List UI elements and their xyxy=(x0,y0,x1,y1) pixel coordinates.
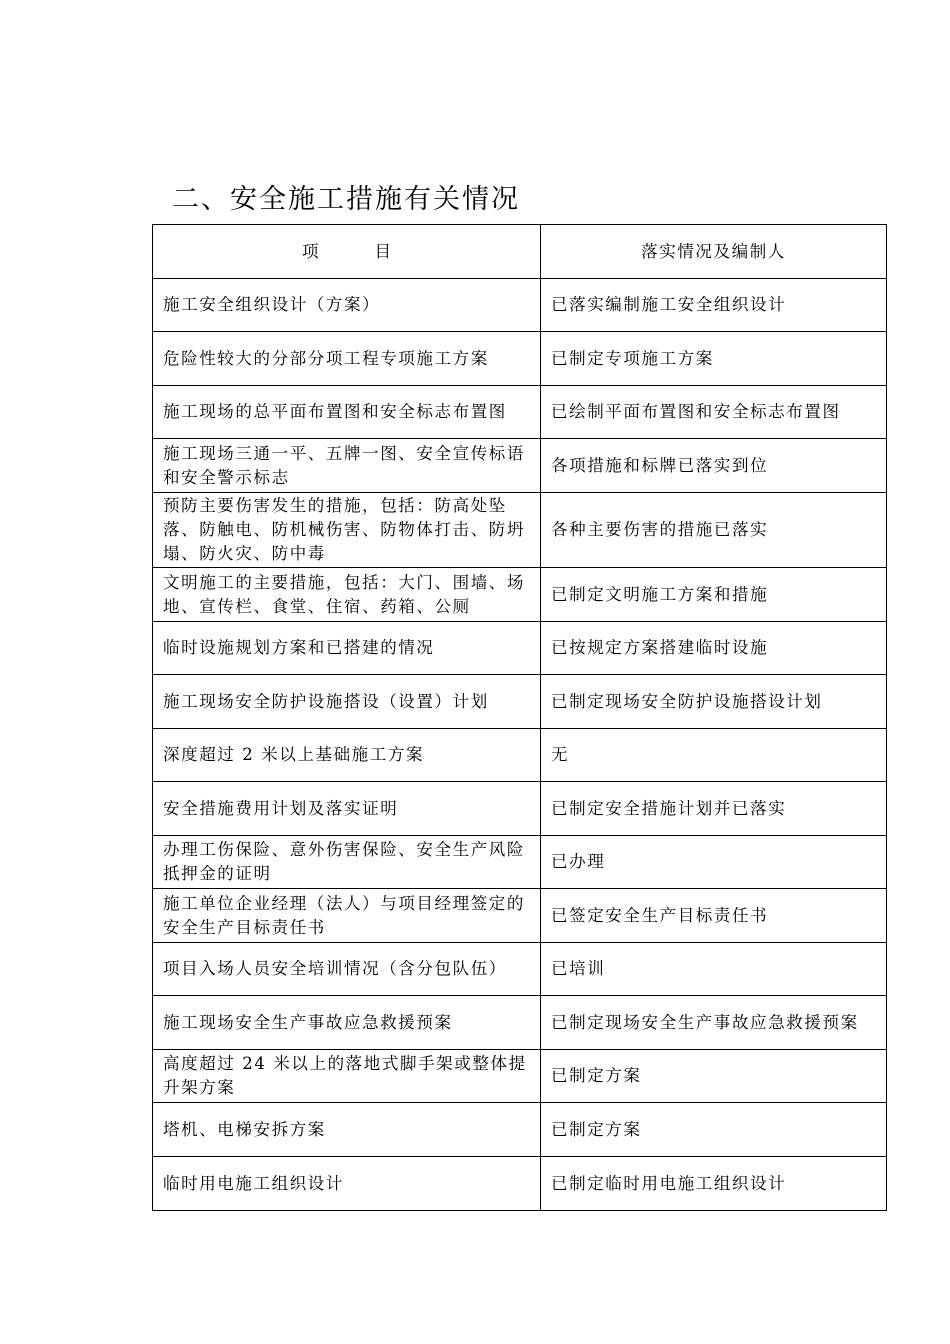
row-status: 已制定安全措施计划并已落实 xyxy=(541,782,887,836)
table-header-row xyxy=(153,225,887,279)
row-status: 已制定现场安全防护设施搭设计划 xyxy=(541,675,887,729)
row-status: 已按规定方案搭建临时设施 xyxy=(541,622,887,675)
row-status: 已签定安全生产目标责任书 xyxy=(541,889,887,943)
row-status: 各项措施和标牌已落实到位 xyxy=(541,439,887,493)
table-row xyxy=(153,782,887,836)
table-row xyxy=(153,889,887,943)
row-item: 文明施工的主要措施，包括：大门、围墙、场地、宣传栏、食堂、住宿、药箱、公厕 xyxy=(153,568,541,622)
row-item: 深度超过 2 米以上基础施工方案 xyxy=(153,729,541,782)
row-status: 已制定临时用电施工组织设计 xyxy=(541,1157,887,1211)
section-title: 二、安全施工措施有关情况 xyxy=(172,184,520,215)
table-row xyxy=(153,622,887,675)
row-item: 施工现场安全生产事故应急救援预案 xyxy=(153,996,541,1050)
table-row xyxy=(153,943,887,996)
table-row xyxy=(153,568,887,622)
row-item: 施工现场安全防护设施搭设（设置）计划 xyxy=(153,675,541,729)
row-item: 施工单位企业经理（法人）与项目经理签定的安全生产目标责任书 xyxy=(153,889,541,943)
row-item: 临时用电施工组织设计 xyxy=(153,1157,541,1211)
row-status: 各种主要伤害的措施已落实 xyxy=(541,493,887,568)
table-row xyxy=(153,729,887,782)
row-status: 已制定方案 xyxy=(541,1103,887,1157)
table-row xyxy=(153,439,887,493)
row-item: 施工安全组织设计（方案） xyxy=(153,279,541,332)
table-row xyxy=(153,1103,887,1157)
row-status: 已培训 xyxy=(541,943,887,996)
table-row xyxy=(153,996,887,1050)
table-row xyxy=(153,493,887,568)
row-item: 项目入场人员安全培训情况（含分包队伍） xyxy=(153,943,541,996)
table-row xyxy=(153,1050,887,1103)
row-item: 施工现场的总平面布置图和安全标志布置图 xyxy=(153,386,541,439)
table-row xyxy=(153,1157,887,1211)
row-status: 已落实编制施工安全组织设计 xyxy=(541,279,887,332)
row-item: 临时设施规划方案和已搭建的情况 xyxy=(153,622,541,675)
row-status: 已制定方案 xyxy=(541,1050,887,1103)
header-item xyxy=(153,225,541,279)
row-status: 已制定现场安全生产事故应急救援预案 xyxy=(541,996,887,1050)
row-status: 已制定专项施工方案 xyxy=(541,332,887,386)
row-item: 危险性较大的分部分项工程专项施工方案 xyxy=(153,332,541,386)
row-status: 已制定文明施工方案和措施 xyxy=(541,568,887,622)
header-item-char-1: 项 xyxy=(302,241,319,261)
row-item: 办理工伤保险、意外伤害保险、安全生产风险抵押金的证明 xyxy=(153,836,541,889)
table-row xyxy=(153,675,887,729)
safety-measures-table xyxy=(152,224,887,1211)
header-status: 落实情况及编制人 xyxy=(541,225,887,279)
table-row xyxy=(153,279,887,332)
table-row xyxy=(153,836,887,889)
table-row xyxy=(153,386,887,439)
row-item: 塔机、电梯安拆方案 xyxy=(153,1103,541,1157)
row-status: 已绘制平面布置图和安全标志布置图 xyxy=(541,386,887,439)
row-item: 施工现场三通一平、五牌一图、安全宣传标语和安全警示标志 xyxy=(153,439,541,493)
header-item-char-2: 目 xyxy=(374,241,391,261)
row-status: 已办理 xyxy=(541,836,887,889)
row-item: 高度超过 24 米以上的落地式脚手架或整体提升架方案 xyxy=(153,1050,541,1103)
row-item: 安全措施费用计划及落实证明 xyxy=(153,782,541,836)
table-row xyxy=(153,332,887,386)
row-status: 无 xyxy=(541,729,887,782)
row-item: 预防主要伤害发生的措施，包括：防高处坠落、防触电、防机械伤害、防物体打击、防坍塌、防火灾、防中毒 xyxy=(153,493,541,568)
